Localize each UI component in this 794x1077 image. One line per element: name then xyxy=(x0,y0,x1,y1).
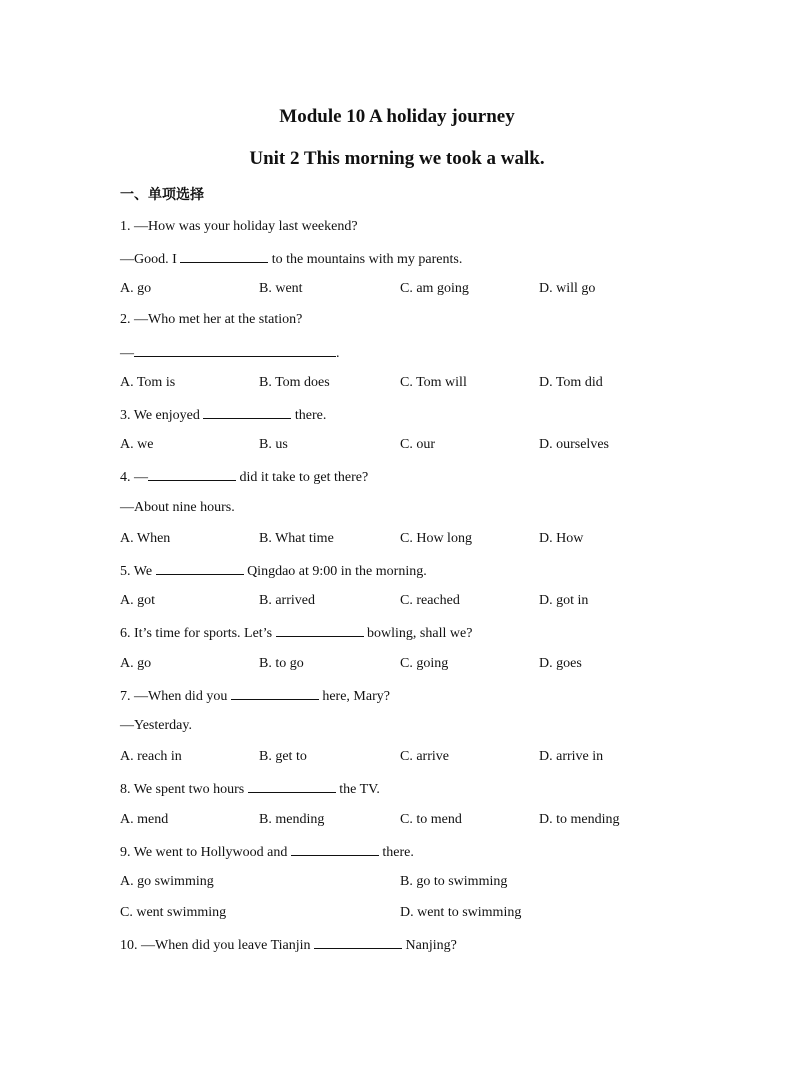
question-7-response: —Yesterday. xyxy=(120,718,192,733)
unit-title: Unit 2 This morning we took a walk. xyxy=(249,148,545,169)
option-d[interactable]: D. got in xyxy=(539,593,589,608)
answer-blank[interactable] xyxy=(314,935,402,949)
option-c[interactable]: C. going xyxy=(400,656,449,671)
option-b[interactable]: B. us xyxy=(259,437,288,452)
option-b[interactable]: B. What time xyxy=(259,531,334,546)
option-d[interactable]: D. will go xyxy=(539,281,596,296)
option-a[interactable]: A. go xyxy=(120,656,152,671)
option-c[interactable]: C. am going xyxy=(400,281,469,296)
option-c[interactable]: C. went swimming xyxy=(120,905,227,920)
option-b[interactable]: B. Tom does xyxy=(259,375,330,390)
section-heading: 一、单项选择 xyxy=(120,187,204,203)
option-a[interactable]: A. got xyxy=(120,593,155,608)
option-c[interactable]: C. How long xyxy=(400,531,472,546)
option-b[interactable]: B. went xyxy=(259,281,303,296)
answer-blank[interactable] xyxy=(231,686,319,700)
option-c[interactable]: C. arrive xyxy=(400,749,449,764)
option-a[interactable]: A. go swimming xyxy=(120,874,214,889)
question-2-text: 2. —Who met her at the station? xyxy=(120,312,303,327)
option-b[interactable]: B. arrived xyxy=(259,593,315,608)
option-b[interactable]: B. mending xyxy=(259,812,325,827)
module-title: Module 10 A holiday journey xyxy=(279,106,515,127)
option-a[interactable]: A. reach in xyxy=(120,749,182,764)
question-9-text: 9. We went to Hollywood and there. xyxy=(120,842,414,862)
option-c[interactable]: C. Tom will xyxy=(400,375,467,390)
answer-blank[interactable] xyxy=(180,249,268,263)
option-b[interactable]: B. go to swimming xyxy=(400,874,508,889)
option-d[interactable]: D. Tom did xyxy=(539,375,603,390)
option-a[interactable]: A. go xyxy=(120,281,152,296)
question-1-text: 1. —How was your holiday last weekend? xyxy=(120,219,358,234)
question-4-text: 4. — did it take to get there? xyxy=(120,467,368,487)
option-a[interactable]: A. When xyxy=(120,531,171,546)
answer-blank[interactable] xyxy=(134,343,336,357)
answer-blank[interactable] xyxy=(276,623,364,637)
answer-blank[interactable] xyxy=(291,842,379,856)
option-d[interactable]: D. How xyxy=(539,531,584,546)
option-d[interactable]: D. went to swimming xyxy=(400,905,522,920)
question-1-response: —Good. I to the mountains with my parents. xyxy=(120,249,462,269)
answer-blank[interactable] xyxy=(156,561,244,575)
answer-blank[interactable] xyxy=(203,405,291,419)
answer-blank[interactable] xyxy=(148,467,236,481)
option-d[interactable]: D. to mending xyxy=(539,812,620,827)
question-5-text: 5. We Qingdao at 9:00 in the morning. xyxy=(120,561,427,581)
option-a[interactable]: A. we xyxy=(120,437,154,452)
option-c[interactable]: C. reached xyxy=(400,593,460,608)
answer-blank[interactable] xyxy=(248,779,336,793)
option-c[interactable]: C. our xyxy=(400,437,435,452)
question-7-text: 7. —When did you here, Mary? xyxy=(120,686,390,706)
question-4-response: —About nine hours. xyxy=(120,500,235,515)
option-d[interactable]: D. goes xyxy=(539,656,582,671)
option-d[interactable]: D. ourselves xyxy=(539,437,609,452)
option-b[interactable]: B. to go xyxy=(259,656,304,671)
option-a[interactable]: A. mend xyxy=(120,812,169,827)
question-6-text: 6. It’s time for sports. Let’s bowling, shall we? xyxy=(120,623,472,643)
option-d[interactable]: D. arrive in xyxy=(539,749,604,764)
question-8-text: 8. We spent two hours the TV. xyxy=(120,779,380,799)
question-2-response: — . xyxy=(120,343,340,363)
option-c[interactable]: C. to mend xyxy=(400,812,462,827)
option-b[interactable]: B. get to xyxy=(259,749,307,764)
question-3-text: 3. We enjoyed there. xyxy=(120,405,326,425)
option-a[interactable]: A. Tom is xyxy=(120,375,176,390)
question-10-text: 10. —When did you leave Tianjin Nanjing? xyxy=(120,935,457,955)
